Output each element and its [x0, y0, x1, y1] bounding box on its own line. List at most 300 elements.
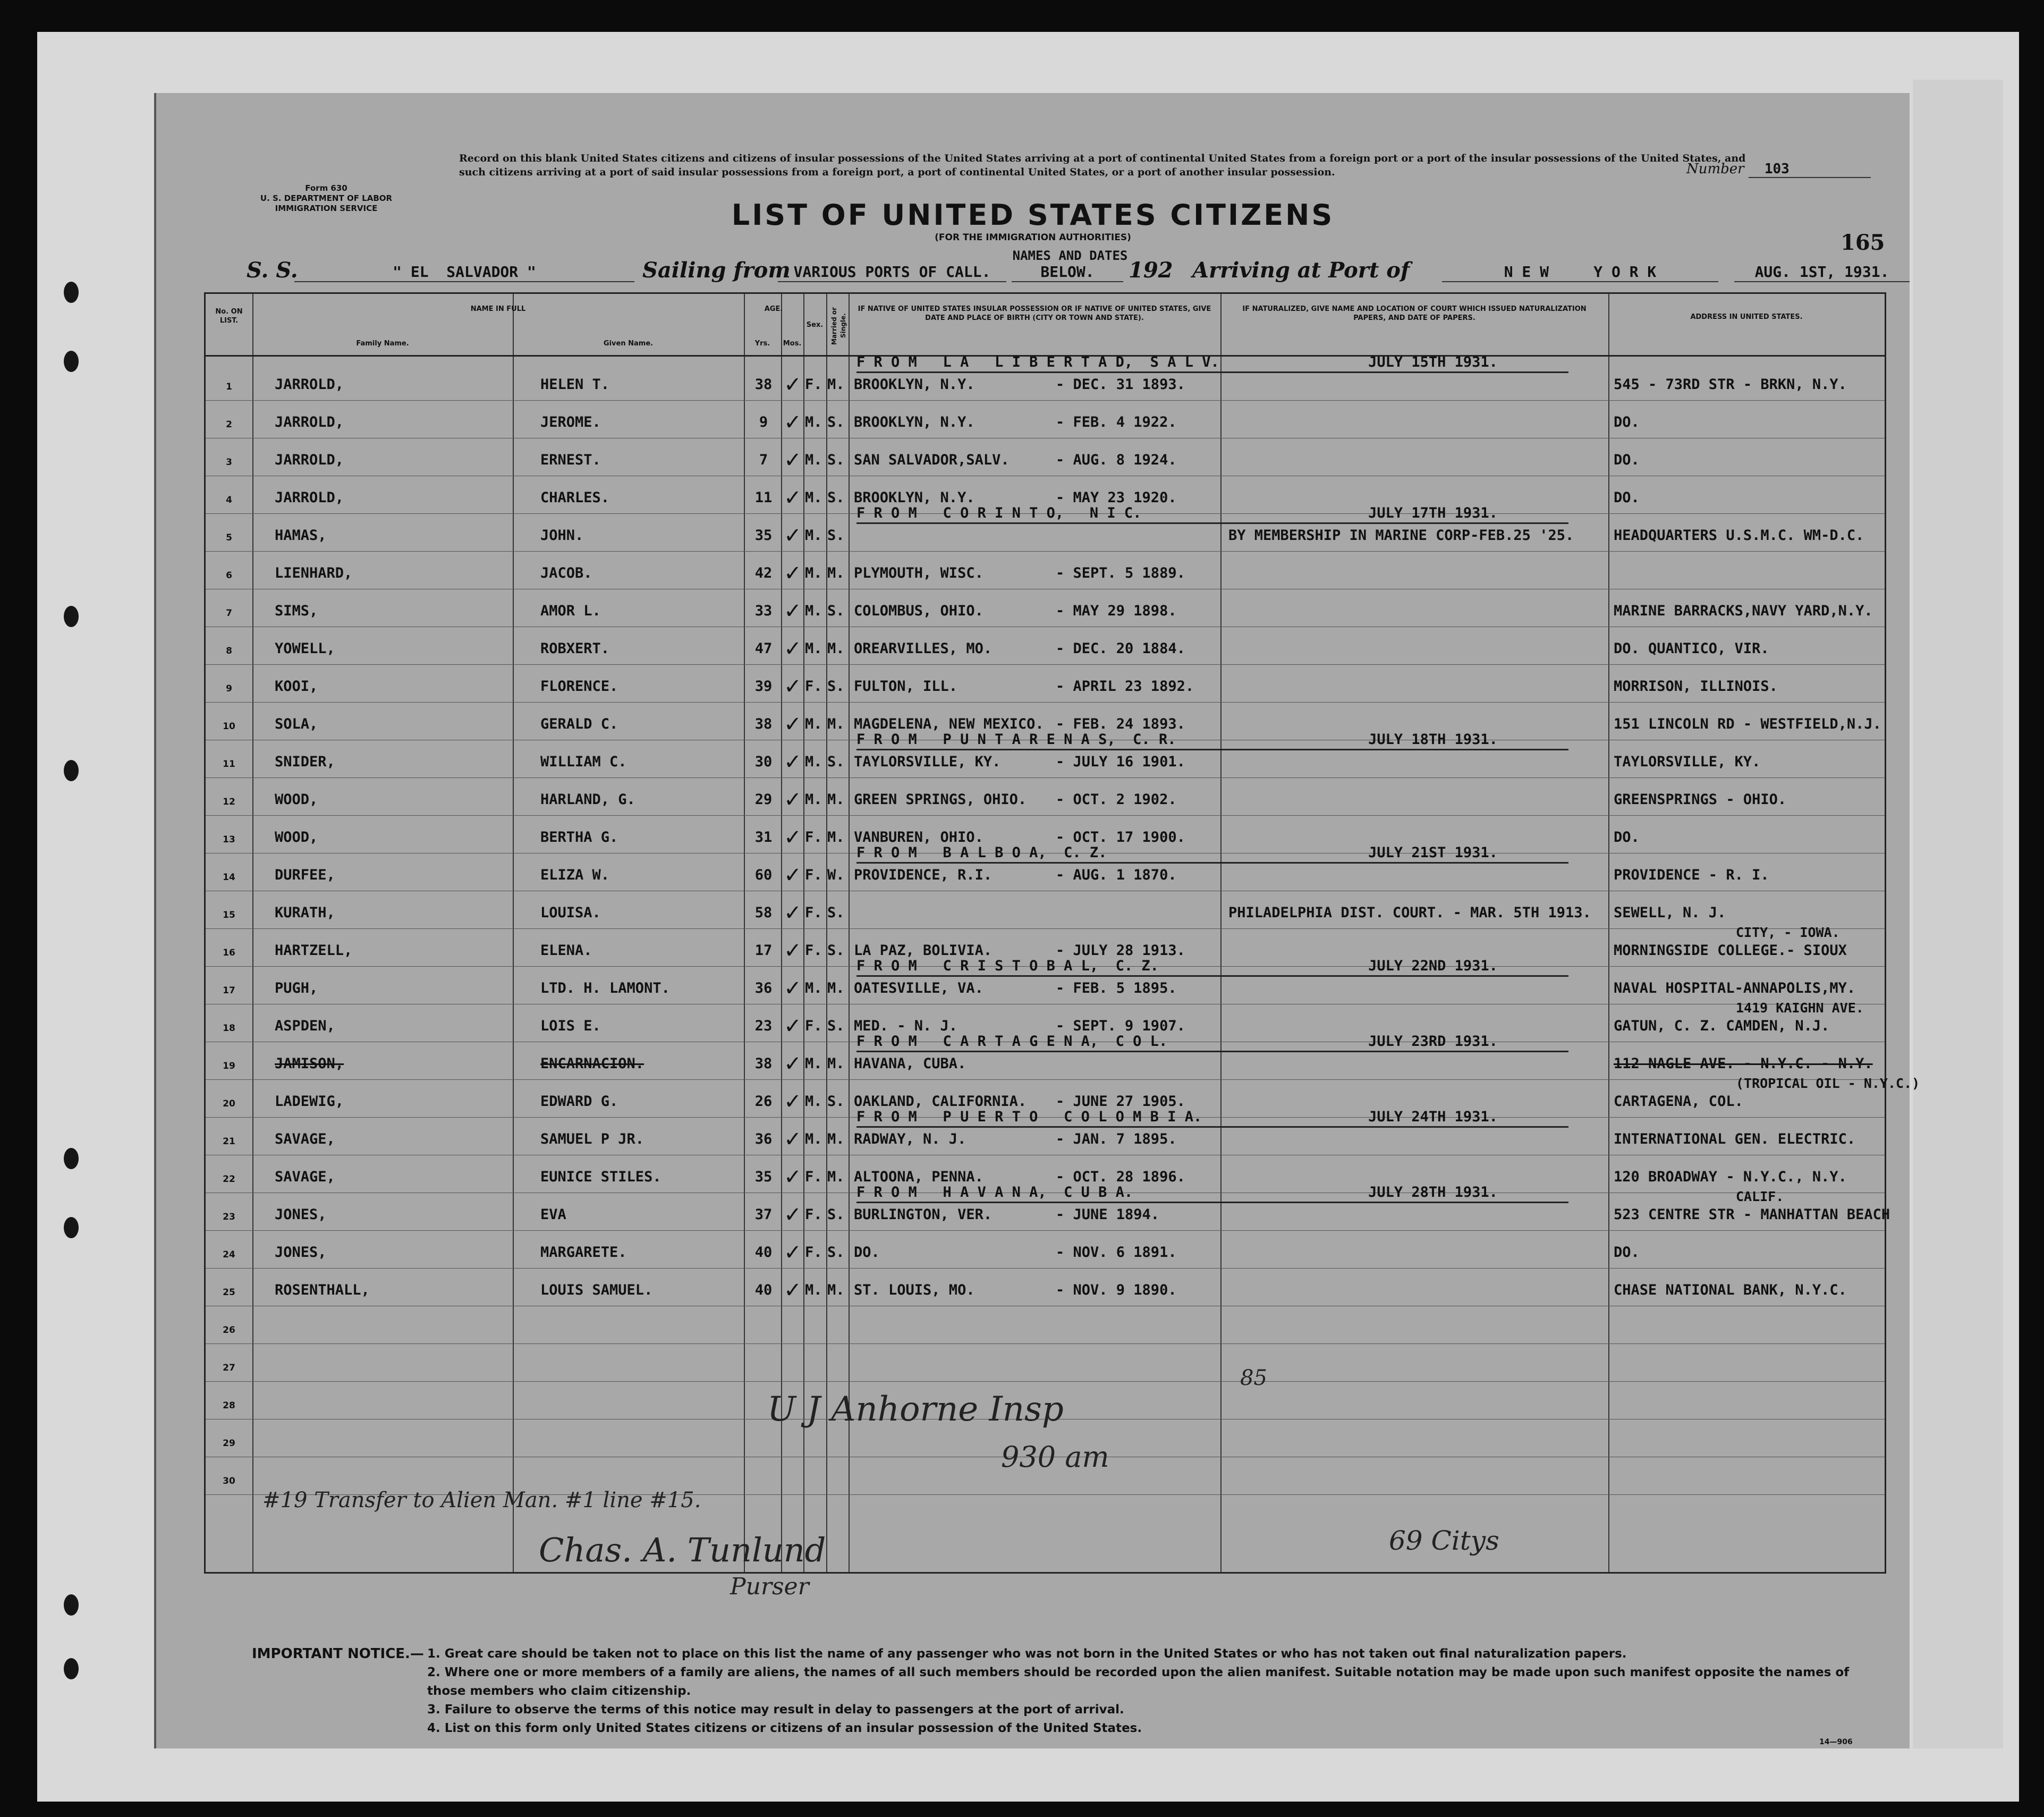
family-name: JONES,: [275, 1244, 327, 1261]
port-of-call-date: JULY 22ND 1931.: [1297, 957, 1568, 977]
page-title: LIST OF UNITED STATES CITIZENS: [731, 198, 1335, 232]
birth-date: - APRIL 23 1892.: [1056, 678, 1194, 695]
us-address: 151 LINCOLN RD - WESTFIELD,N.J.: [1614, 716, 1881, 732]
family-name: LADEWIG,: [275, 1093, 344, 1110]
age-years: 35: [754, 527, 773, 544]
header-address: ADDRESS IN UNITED STATES.: [1690, 313, 1803, 321]
us-address: PROVIDENCE - R. I.: [1614, 867, 1769, 883]
family-name: JARROLD,: [275, 414, 344, 430]
family-name: LIENHARD,: [275, 565, 353, 581]
checkmark: ✓: [784, 674, 802, 699]
birth-place: TAYLORSVILLE, KY.: [854, 754, 1001, 770]
birth-place: PLYMOUTH, WISC.: [854, 565, 983, 581]
birth-date: - DEC. 31 1893.: [1056, 376, 1185, 393]
notice-items: [427, 1645, 1851, 1738]
age-years: 36: [754, 1131, 773, 1147]
marital-status: M.: [827, 829, 845, 846]
birth-place: HAVANA, CUBA.: [854, 1055, 966, 1072]
marital-status: S.: [827, 489, 845, 506]
family-name: JAMISON,: [275, 1055, 344, 1072]
sex: M.: [805, 716, 822, 732]
age-years: 26: [754, 1093, 773, 1110]
column-rule: [744, 294, 745, 1572]
checkmark: ✓: [784, 1014, 802, 1038]
binder-hole: [64, 760, 79, 781]
birth-date: - AUG. 8 1924.: [1056, 452, 1177, 468]
checkmark: ✓: [784, 825, 802, 850]
form-number: Form 630: [305, 183, 347, 193]
given-name: EUNICE STILES.: [540, 1169, 661, 1185]
given-name: BERTHA G.: [540, 829, 618, 846]
us-address: MORRISON, ILLINOIS.: [1614, 678, 1778, 695]
year-prefix: 192: [1129, 258, 1173, 283]
checkmark: ✓: [784, 486, 802, 510]
checkmark: ✓: [784, 939, 802, 963]
us-address: DO.: [1614, 414, 1640, 430]
page-stamp: 165: [1841, 230, 1885, 255]
line-number: 18: [223, 1023, 235, 1034]
checkmark: ✓: [784, 863, 802, 888]
inspector-code: 85: [1240, 1366, 1267, 1390]
line-number: 11: [223, 759, 235, 770]
line-number: 5: [226, 533, 232, 543]
manifest-page: [154, 93, 1920, 1748]
family-name: WOOD,: [275, 829, 318, 846]
birth-place: FULTON, ILL.: [854, 678, 958, 695]
family-name: SAVAGE,: [275, 1131, 335, 1147]
family-name: SIMS,: [275, 603, 318, 619]
line-number: 21: [223, 1136, 235, 1147]
birth-place: COLOMBUS, OHIO.: [854, 603, 983, 619]
sailing-from: VARIOUS PORTS OF CALL.: [778, 263, 1006, 282]
birth-place: BURLINGTON, VER.: [854, 1206, 993, 1223]
checkmark: ✓: [784, 1127, 802, 1152]
form-department: U. S. DEPARTMENT OF LABOR: [260, 193, 393, 203]
port-of-call-date: JULY 18TH 1931.: [1297, 731, 1568, 750]
checkmark: ✓: [784, 712, 802, 737]
marital-status: S.: [827, 942, 845, 959]
line-number: 12: [223, 797, 235, 807]
line-number: 13: [223, 834, 235, 845]
names-and-dates-note: NAMES AND DATES: [1012, 248, 1128, 263]
birth-date: - AUG. 1 1870.: [1056, 867, 1177, 883]
sex: M.: [805, 1131, 822, 1147]
below-note: BELOW.: [1012, 263, 1123, 282]
birth-date: - DEC. 20 1884.: [1056, 640, 1185, 657]
given-name: EDWARD G.: [540, 1093, 618, 1110]
checkmark: ✓: [784, 599, 802, 623]
sailing-label: Sailing from: [642, 258, 791, 283]
age-years: 7: [759, 452, 768, 468]
ss-label: S. S.: [247, 258, 298, 283]
birth-place: SAN SALVADOR,SALV.: [854, 452, 1010, 468]
column-rule: [803, 294, 804, 1572]
family-name: PUGH,: [275, 980, 318, 996]
checkmark: ✓: [784, 1240, 802, 1265]
age-years: 9: [759, 414, 768, 430]
family-name: WOOD,: [275, 791, 318, 808]
age-years: 38: [754, 1055, 773, 1072]
age-years: 36: [754, 980, 773, 996]
line-number: 16: [223, 948, 235, 958]
sex: M.: [805, 791, 822, 808]
arrival-port: N E W Y O R K: [1442, 263, 1718, 282]
age-years: 17: [754, 942, 773, 959]
family-name: JARROLD,: [275, 489, 344, 506]
line-number: 20: [223, 1098, 235, 1109]
birth-date: - MAY 23 1920.: [1056, 489, 1177, 506]
marital-status: M.: [827, 1131, 845, 1147]
purser-signature: Chas. A. Tunlund: [539, 1531, 826, 1569]
us-address-note: CITY, - IOWA.: [1736, 925, 1840, 940]
checkmark: ✓: [784, 1278, 802, 1303]
birth-date: - MAY 29 1898.: [1056, 603, 1177, 619]
birth-place: OATESVILLE, VA.: [854, 980, 983, 996]
page-subtitle: (FOR THE IMMIGRATION AUTHORITIES): [935, 232, 1131, 243]
age-years: 37: [754, 1206, 773, 1223]
marital-status: M.: [827, 980, 845, 996]
checkmark: ✓: [784, 1089, 802, 1114]
sex: F.: [805, 905, 822, 921]
notice-item: 3. Failure to observe the terms of this notice may result in delay to passengers at the port of arrival.: [427, 1703, 1124, 1717]
birth-place: GREEN SPRINGS, OHIO.: [854, 791, 1027, 808]
us-address: DO.: [1614, 829, 1640, 846]
arrival-date: AUG. 1ST, 1931.: [1734, 263, 1910, 282]
sex: F.: [805, 1206, 822, 1223]
us-address: INTERNATIONAL GEN. ELECTRIC.: [1614, 1131, 1856, 1147]
birth-place: DO.: [854, 1244, 880, 1261]
birth-place: VANBUREN, OHIO.: [854, 829, 983, 846]
transfer-note: #19 Transfer to Alien Man. #1 line #15.: [262, 1488, 701, 1512]
given-name: ROBXERT.: [540, 640, 610, 657]
column-rule: [252, 294, 253, 1572]
naturalization: PHILADELPHIA DIST. COURT. - MAR. 5TH 1913.: [1228, 905, 1591, 921]
header-birth-place: IF NATIVE OF UNITED STATES INSULAR POSSESSION OR IF NATIVE OF UNITED STATES, GIVE DATE AND PLACE OF BIRTH (CITY OR TOWN AND STATE).: [858, 305, 1211, 322]
birth-date: - SEPT. 5 1889.: [1056, 565, 1185, 581]
us-address: MARINE BARRACKS,NAVY YARD,N.Y.: [1614, 603, 1873, 619]
sex: F.: [805, 376, 822, 393]
marital-status: S.: [827, 905, 845, 921]
number-label: Number: [1686, 161, 1744, 177]
given-name: SAMUEL P JR.: [540, 1131, 644, 1147]
line-number: 6: [226, 570, 232, 581]
given-name: ELIZA W.: [540, 867, 610, 883]
ship-name: " EL SALVADOR ": [294, 263, 634, 282]
marital-status: S.: [827, 1206, 845, 1223]
line-number: 7: [226, 608, 232, 619]
checkmark: ✓: [784, 561, 802, 586]
given-name: GERALD C.: [540, 716, 618, 732]
header-sex: Sex.: [806, 321, 824, 329]
birth-date: - FEB. 24 1893.: [1056, 716, 1185, 732]
us-address: 120 BROADWAY - N.Y.C., N.Y.: [1614, 1169, 1847, 1185]
list-number: [1686, 161, 1871, 178]
line-number: 19: [223, 1061, 235, 1071]
sex: F.: [805, 1018, 822, 1034]
header-naturalized: IF NATURALIZED, GIVE NAME AND LOCATION OF COURT WHICH ISSUED NATURALIZATION PAPERS, AND DATE OF PAPERS.: [1242, 305, 1587, 322]
age-years: 40: [754, 1282, 773, 1298]
age-years: 31: [754, 829, 773, 846]
sex: M.: [805, 1055, 822, 1072]
marital-status: M.: [827, 640, 845, 657]
line-number: 24: [223, 1249, 235, 1260]
line-number: 26: [223, 1325, 235, 1336]
line-number: 1: [226, 382, 232, 392]
birth-date: - JUNE 27 1905.: [1056, 1093, 1185, 1110]
birth-date: - OCT. 28 1896.: [1056, 1169, 1185, 1185]
given-name: JACOB.: [540, 565, 592, 581]
us-address: 545 - 73RD STR - BRKN, N.Y.: [1614, 376, 1847, 393]
birth-place: MAGDELENA, NEW MEXICO.: [854, 716, 1044, 732]
birth-date: - JULY 16 1901.: [1056, 754, 1185, 770]
column-rule: [1220, 294, 1222, 1572]
port-of-call-heading: F R O M C O R I N T O, N I C.: [856, 504, 1297, 524]
marital-status: S.: [827, 1093, 845, 1110]
birth-place: BROOKLYN, N.Y.: [854, 414, 975, 430]
marital-status: S.: [827, 754, 845, 770]
form-service: IMMIGRATION SERVICE: [275, 204, 378, 213]
birth-date: - SEPT. 9 1907.: [1056, 1018, 1185, 1034]
given-name: ERNEST.: [540, 452, 601, 468]
column-rule: [849, 294, 850, 1572]
line-number: 23: [223, 1212, 235, 1222]
age-years: 30: [754, 754, 773, 770]
birth-place: OREARVILLES, MO.: [854, 640, 993, 657]
header-name-in-full: NAME IN FULL: [470, 305, 526, 313]
port-of-call-date: JULY 24TH 1931.: [1297, 1108, 1568, 1128]
given-name: CHARLES.: [540, 489, 610, 506]
birth-place: BROOKLYN, N.Y.: [854, 376, 975, 393]
birth-place: ALTOONA, PENNA.: [854, 1169, 983, 1185]
line-number: 3: [226, 457, 232, 468]
sex: M.: [805, 414, 822, 430]
checkmark: ✓: [784, 637, 802, 661]
us-address-note: CALIF.: [1736, 1189, 1784, 1204]
family-name: JARROLD,: [275, 452, 344, 468]
sex: M.: [805, 565, 822, 581]
age-years: 23: [754, 1018, 773, 1034]
age-years: 29: [754, 791, 773, 808]
given-name: HELEN T.: [540, 376, 610, 393]
port-of-call-date: JULY 21ST 1931.: [1297, 844, 1568, 864]
binder-hole: [64, 606, 79, 627]
age-years: 11: [754, 489, 773, 506]
given-name: ELENA.: [540, 942, 592, 959]
age-years: 38: [754, 376, 773, 393]
inspection-time: 930 am: [1001, 1440, 1109, 1474]
binder-hole: [64, 1148, 79, 1169]
sex: F.: [805, 867, 822, 883]
checkmark: ✓: [784, 1203, 802, 1227]
line-number: 2: [226, 419, 232, 430]
birth-place: LA PAZ, BOLIVIA.: [854, 942, 993, 959]
birth-place: MED. - N. J.: [854, 1018, 958, 1034]
us-address: DO. QUANTICO, VIR.: [1614, 640, 1769, 657]
checkmark: ✓: [784, 448, 802, 472]
us-address: TAYLORSVILLE, KY.: [1614, 754, 1761, 770]
checkmark: ✓: [784, 523, 802, 548]
marital-status: M.: [827, 1055, 845, 1072]
checkmark: ✓: [784, 750, 802, 774]
birth-place: OAKLAND, CALIFORNIA.: [854, 1093, 1027, 1110]
checkmark: ✓: [784, 1052, 802, 1076]
marital-status: M.: [827, 1282, 845, 1298]
port-of-call-date: JULY 17TH 1931.: [1297, 504, 1568, 524]
us-address: GATUN, C. Z. CAMDEN, N.J.: [1614, 1018, 1830, 1034]
line-number: 10: [223, 721, 235, 732]
sex: M.: [805, 452, 822, 468]
marital-status: M.: [827, 716, 845, 732]
given-name: HARLAND, G.: [540, 791, 635, 808]
family-name: JARROLD,: [275, 376, 344, 393]
marital-status: S.: [827, 603, 845, 619]
header-mos: Mos.: [783, 340, 802, 348]
birth-date: - NOV. 9 1890.: [1056, 1282, 1177, 1298]
birth-place: RADWAY, N. J.: [854, 1131, 966, 1147]
given-name: LOUIS SAMUEL.: [540, 1282, 653, 1298]
checkmark: ✓: [784, 410, 802, 435]
marital-status: W.: [827, 867, 845, 883]
us-address: SEWELL, N. J.: [1614, 905, 1726, 921]
family-name: YOWELL,: [275, 640, 335, 657]
marital-status: S.: [827, 1244, 845, 1261]
given-name: LOUISA.: [540, 905, 601, 921]
sex: F.: [805, 678, 822, 695]
line-number: 30: [223, 1476, 235, 1486]
naturalization: BY MEMBERSHIP IN MARINE CORP-FEB.25 '25.: [1228, 527, 1574, 544]
port-of-call-date: JULY 15TH 1931.: [1297, 353, 1568, 373]
us-address: HEADQUARTERS U.S.M.C. WM-D.C.: [1614, 527, 1864, 544]
sex: F.: [805, 942, 822, 959]
family-name: HARTZELL,: [275, 942, 353, 959]
purser-title: Purser: [730, 1573, 809, 1600]
given-name: WILLIAM C.: [540, 754, 627, 770]
age-years: 40: [754, 1244, 773, 1261]
line-number: 4: [226, 495, 232, 505]
birth-date: - OCT. 2 1902.: [1056, 791, 1177, 808]
marital-status: S.: [827, 414, 845, 430]
birth-place: BROOKLYN, N.Y.: [854, 489, 975, 506]
family-name: JONES,: [275, 1206, 327, 1223]
checkmark: ✓: [784, 1165, 802, 1189]
age-years: 47: [754, 640, 773, 657]
given-name: ENCARNACION.: [540, 1055, 644, 1072]
age-years: 38: [754, 716, 773, 732]
us-address: CARTAGENA, COL.: [1614, 1093, 1743, 1110]
birth-date: - JULY 28 1913.: [1056, 942, 1185, 959]
line-number: 28: [223, 1400, 235, 1411]
sex: M.: [805, 527, 822, 544]
sex: M.: [805, 754, 822, 770]
sex: F.: [805, 829, 822, 846]
binder-hole: [64, 282, 79, 303]
port-of-call-heading: F R O M H A V A N A, C U B A.: [856, 1184, 1297, 1203]
binder-hole: [64, 1217, 79, 1238]
us-address: MORNINGSIDE COLLEGE.- SIOUX: [1614, 942, 1847, 959]
notice-item: 4. List on this form only United States citizens or citizens of an insular possession of the United States.: [427, 1721, 1142, 1735]
header-family-name: Family Name.: [356, 340, 409, 348]
given-name: JEROME.: [540, 414, 601, 430]
notice-item: 1. Great care should be taken not to place on this list the name of any passenger who was not born in the United States or who has not taken out final naturalization papers.: [427, 1647, 1627, 1661]
us-address: DO.: [1614, 1244, 1640, 1261]
birth-date: - FEB. 5 1895.: [1056, 980, 1177, 996]
family-name: KOOI,: [275, 678, 318, 695]
age-years: 35: [754, 1169, 773, 1185]
line-number: 8: [226, 646, 232, 656]
row-rule: [206, 1343, 1885, 1344]
line-number: 17: [223, 985, 235, 996]
us-address: 523 CENTRE STR - MANHATTAN BEACH: [1614, 1206, 1890, 1223]
age-years: 39: [754, 678, 773, 695]
given-name: JOHN.: [540, 527, 584, 544]
line-number: 25: [223, 1287, 235, 1298]
port-of-call-heading: F R O M C A R T A G E N A, C O L.: [856, 1033, 1297, 1052]
citizen-count: 69 Citys: [1389, 1525, 1499, 1556]
birth-date: - JAN. 7 1895.: [1056, 1131, 1177, 1147]
sex: M.: [805, 980, 822, 996]
binder-hole: [64, 1594, 79, 1616]
birth-date: - NOV. 6 1891.: [1056, 1244, 1177, 1261]
column-rule: [513, 294, 514, 1572]
footer-code: 14—906: [1819, 1738, 1853, 1746]
marital-status: M.: [827, 565, 845, 581]
inspector-signature: U J Anhorne Insp: [767, 1390, 1064, 1429]
column-rule: [1608, 294, 1609, 1572]
birth-date: - FEB. 4 1922.: [1056, 414, 1177, 430]
given-name: LOIS E.: [540, 1018, 601, 1034]
given-name: AMOR L.: [540, 603, 601, 619]
family-name: SAVAGE,: [275, 1169, 335, 1185]
row-rule: [206, 1381, 1885, 1382]
marital-status: M.: [827, 1169, 845, 1185]
given-name: FLORENCE.: [540, 678, 618, 695]
birth-date: - OCT. 17 1900.: [1056, 829, 1185, 846]
family-name: DURFEE,: [275, 867, 335, 883]
port-of-call-date: JULY 28TH 1931.: [1297, 1184, 1568, 1203]
header-no-on-list: No. ON LIST.: [215, 308, 243, 325]
arriving-label: Arriving at Port of: [1192, 258, 1410, 283]
line-number: 29: [223, 1438, 235, 1449]
us-address: GREENSPRINGS - OHIO.: [1614, 791, 1787, 808]
us-address-note: 1419 KAIGHN AVE.: [1736, 1000, 1864, 1016]
family-name: HAMAS,: [275, 527, 327, 544]
binder-hole: [64, 1658, 79, 1679]
header-given-name: Given Name.: [603, 340, 654, 348]
family-name: ROSENTHALL,: [275, 1282, 370, 1298]
line-number: 14: [223, 872, 235, 883]
marital-status: M.: [827, 376, 845, 393]
us-address: NAVAL HOSPITAL-ANNAPOLIS,MY.: [1614, 980, 1856, 996]
family-name: KURATH,: [275, 905, 335, 921]
family-name: ASPDEN,: [275, 1018, 335, 1034]
notice-item: 2. Where one or more members of a family are aliens, the names of all such members should be recorded upon the alien manifest. Suitable notation may be made upon such manifest opposite the names of those members who claim citizenship.: [427, 1666, 1850, 1698]
port-of-call-date: JULY 23RD 1931.: [1297, 1033, 1568, 1052]
given-name: LTD. H. LAMONT.: [540, 980, 670, 996]
page-edge-right: [1913, 80, 2003, 1748]
voyage-line: [247, 258, 1926, 284]
us-address-note: (TROPICAL OIL - N.Y.C.): [1736, 1076, 1920, 1091]
marital-status: S.: [827, 1018, 845, 1034]
port-of-call-heading: F R O M P U E R T O C O L O M B I A.: [856, 1108, 1297, 1128]
age-years: 42: [754, 565, 773, 581]
line-number: 27: [223, 1363, 235, 1373]
given-name: MARGARETE.: [540, 1244, 627, 1261]
sex: M.: [805, 489, 822, 506]
header-married-single: Married or Single.: [830, 307, 847, 345]
line-number: 9: [226, 683, 232, 694]
line-number: 22: [223, 1174, 235, 1185]
marital-status: M.: [827, 791, 845, 808]
